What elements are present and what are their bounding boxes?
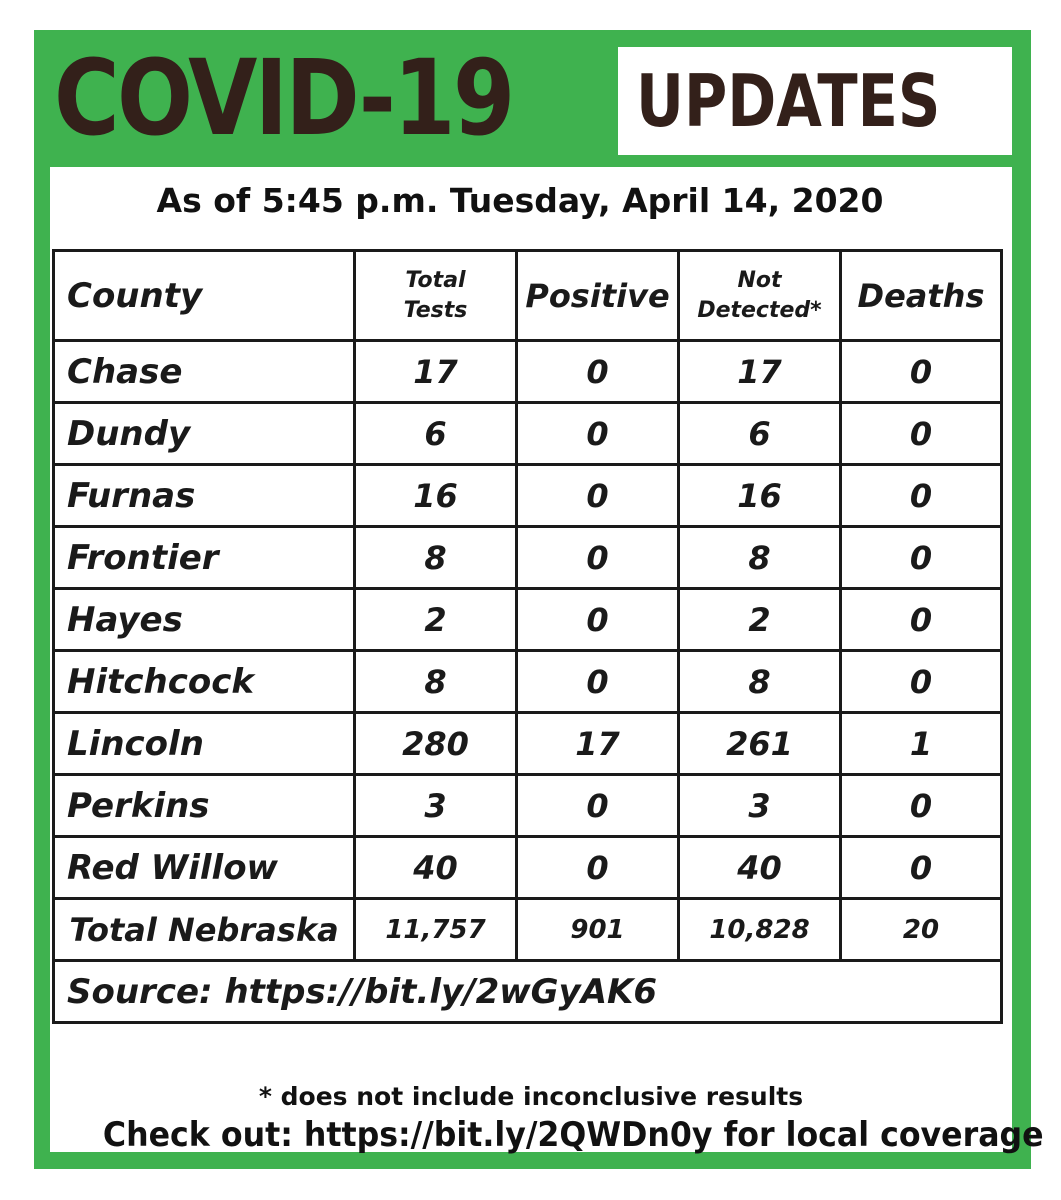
total-deaths-value: 20 <box>841 899 1002 961</box>
graphic-frame <box>34 30 1044 1169</box>
source-row <box>54 961 1002 1023</box>
county-cell: Dundy <box>54 403 355 465</box>
not-detected-cell: 16 <box>679 465 841 527</box>
header-not-detected-line2: Detected* <box>697 297 822 323</box>
total-tests-cell: 8 <box>355 651 517 713</box>
deaths-cell: 0 <box>841 589 1002 651</box>
table-row <box>54 465 1002 527</box>
not-detected-cell: 17 <box>679 341 841 403</box>
covid-table <box>52 249 1003 1024</box>
header-county: County <box>54 251 355 341</box>
table-row <box>54 837 1002 899</box>
not-detected-cell: 2 <box>679 589 841 651</box>
deaths-cell: 0 <box>841 837 1002 899</box>
total-tests-cell: 3 <box>355 775 517 837</box>
county-cell: Furnas <box>54 465 355 527</box>
source-text: Source: https://bit.ly/2wGyAK6 <box>54 961 1002 1023</box>
table-row <box>54 589 1002 651</box>
total-tests-cell: 40 <box>355 837 517 899</box>
not-detected-cell: 40 <box>679 837 841 899</box>
table-row <box>54 341 1002 403</box>
total-tests-cell: 6 <box>355 403 517 465</box>
deaths-cell: 0 <box>841 651 1002 713</box>
header-total-tests <box>355 251 517 341</box>
header-not-detected <box>679 251 841 341</box>
not-detected-cell: 6 <box>679 403 841 465</box>
table-row <box>54 651 1002 713</box>
main-title: COVID-19 <box>54 37 513 159</box>
table-row <box>54 527 1002 589</box>
deaths-cell: 0 <box>841 403 1002 465</box>
county-cell: Perkins <box>54 775 355 837</box>
header-positive: Positive <box>517 251 679 341</box>
positive-cell: 0 <box>517 651 679 713</box>
deaths-cell: 1 <box>841 713 1002 775</box>
not-detected-cell: 3 <box>679 775 841 837</box>
positive-cell: 0 <box>517 403 679 465</box>
positive-cell: 0 <box>517 589 679 651</box>
county-cell: Red Willow <box>54 837 355 899</box>
positive-cell: 0 <box>517 465 679 527</box>
total-tests-cell: 16 <box>355 465 517 527</box>
header-total-tests-line1: Total <box>405 267 466 293</box>
footnote: * does not include inconclusive results <box>258 1082 804 1111</box>
table-row <box>54 775 1002 837</box>
header-deaths: Deaths <box>841 251 1002 341</box>
positive-cell: 0 <box>517 341 679 403</box>
county-cell: Frontier <box>54 527 355 589</box>
positive-cell: 0 <box>517 527 679 589</box>
total-label: Total Nebraska <box>54 899 355 961</box>
deaths-cell: 0 <box>841 341 1002 403</box>
not-detected-cell: 8 <box>679 527 841 589</box>
positive-cell: 17 <box>517 713 679 775</box>
table-row <box>54 403 1002 465</box>
total-tests-cell: 17 <box>355 341 517 403</box>
county-cell: Lincoln <box>54 713 355 775</box>
deaths-cell: 0 <box>841 465 1002 527</box>
positive-cell: 0 <box>517 837 679 899</box>
county-cell: Chase <box>54 341 355 403</box>
total-tests-cell: 280 <box>355 713 517 775</box>
not-detected-cell: 261 <box>679 713 841 775</box>
subtitle-box <box>618 47 1012 155</box>
content-panel <box>50 167 1044 1155</box>
total-not-detected-value: 10,828 <box>679 899 841 961</box>
header-total-tests-line2: Tests <box>403 297 468 323</box>
county-cell: Hayes <box>54 589 355 651</box>
subtitle: UPDATES <box>636 59 941 143</box>
total-tests-cell: 8 <box>355 527 517 589</box>
table-header-row <box>54 251 1002 341</box>
deaths-cell: 0 <box>841 775 1002 837</box>
as-of-date: As of 5:45 p.m. Tuesday, April 14, 2020 <box>156 181 884 220</box>
total-tests-value: 11,757 <box>355 899 517 961</box>
checkout-line: Check out: https://bit.ly/2QWDn0y for local coverage <box>102 1115 1044 1155</box>
county-cell: Hitchcock <box>54 651 355 713</box>
deaths-cell: 0 <box>841 527 1002 589</box>
total-row <box>54 899 1002 961</box>
header-not-detected-line1: Not <box>737 267 782 293</box>
table-row <box>54 713 1002 775</box>
total-tests-cell: 2 <box>355 589 517 651</box>
total-positive-value: 901 <box>517 899 679 961</box>
positive-cell: 0 <box>517 775 679 837</box>
not-detected-cell: 8 <box>679 651 841 713</box>
